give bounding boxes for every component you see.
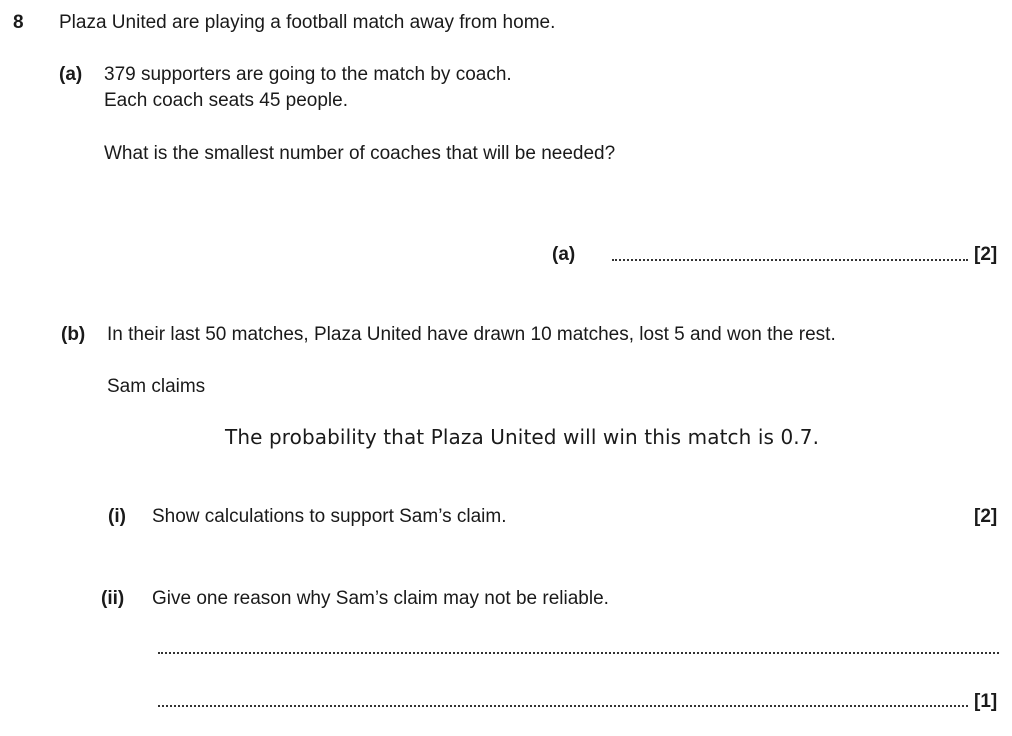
sam-claim-quote: The probability that Plaza United will win this match is 0.7.: [225, 425, 820, 449]
part-b-ii-label: (ii): [101, 588, 125, 609]
part-a-marks: [2]: [974, 244, 998, 265]
part-a-answer-label: (a): [552, 244, 576, 265]
part-a-line-2: Each coach seats 45 people.: [104, 90, 349, 111]
part-b-ii-marks: [1]: [974, 691, 998, 712]
part-a-answer-line[interactable]: [612, 259, 968, 261]
part-b-i-text: Show calculations to support Sam’s claim.: [152, 506, 507, 527]
part-b-intro: In their last 50 matches, Plaza United have drawn 10 matches, lost 5 and won the rest.: [107, 324, 836, 345]
question-number: 8: [13, 12, 24, 33]
part-b-ii-text: Give one reason why Sam’s claim may not be reliable.: [152, 588, 609, 609]
part-b-i-marks: [2]: [974, 506, 998, 527]
part-a-prompt: What is the smallest number of coaches that will be needed?: [104, 143, 616, 164]
part-b-label: (b): [61, 324, 86, 345]
part-b-ii-answer-line-2[interactable]: [158, 705, 968, 707]
part-a-label: (a): [59, 64, 83, 85]
question-stem: Plaza United are playing a football match away from home.: [59, 12, 556, 33]
part-b-claim-intro: Sam claims: [107, 376, 206, 397]
part-b-ii-answer-line-1[interactable]: [158, 652, 999, 654]
part-a-line-1: 379 supporters are going to the match by coach.: [104, 64, 512, 85]
part-b-i-label: (i): [108, 506, 126, 527]
